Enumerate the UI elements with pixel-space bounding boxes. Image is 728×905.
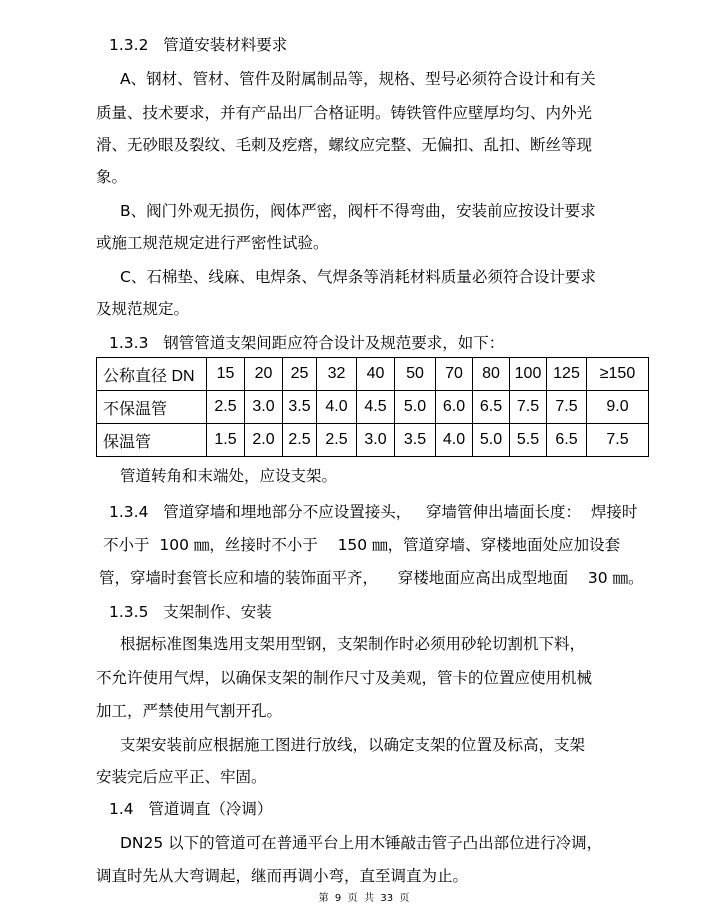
table-column-header: 50 [395,358,436,391]
section-heading-1-3-2: 1.3.2 管道安装材料要求 [109,36,288,54]
table-cell: 4.0 [436,424,473,457]
para-b-line-2: 或施工规范规定进行严密性试验。 [96,234,329,252]
table-cell: 2.5 [283,424,317,457]
para-14-line-2: 调直时先从大弯调起，继而再调小弯，直至调直为止。 [96,867,469,885]
table-column-header: 25 [283,358,317,391]
table-cell: 3.0 [357,424,395,457]
table-column-header: 70 [436,358,473,391]
table-cell: 6.0 [436,391,473,424]
para-14-line-1: DN25 以下的管道可在普通平台上用木锤敲击管子凸出部位进行冷调， [120,834,603,852]
para-c-line-1: C、石棉垫、线麻、电焊条、气焊条等消耗材料质量必须符合设计要求 [120,268,596,286]
table-column-header: 100 [510,358,547,391]
table-cell: 6.5 [547,424,587,457]
table-cell: 7.5 [547,391,587,424]
para-a-line-1: A、钢材、管材、管件及附属制品等，规格、型号必须符合设计和有关 [120,70,596,88]
table-cell: 9.0 [587,391,649,424]
para-a-line-3: 滑、无砂眼及裂纹、毛刺及疙瘩，螺纹应完整、无偏扣、乱扣、断丝等现 [96,136,593,154]
table-row-insulated [97,424,649,457]
table-cell: 3.0 [245,391,283,424]
section-heading-1-3-3: 1.3.3 钢管管道支架间距应符合设计及规范要求，如下： [109,334,505,352]
table-cell: 7.5 [510,391,547,424]
table-cell: 6.5 [473,391,510,424]
table-cell: 7.5 [587,424,649,457]
table-row-label: 不保温管 [97,391,207,424]
para-135-1-line-1: 根据标准图集选用支架用型钢，支架制作时必须用砂轮切割机下料， [120,635,586,653]
table-row-label: 保温管 [97,424,207,457]
table-cell: 2.5 [317,424,357,457]
section-1-3-4-line-3: 管，穿墙时套管长应和墙的装饰面平齐， 穿楼地面应高出成型地面 30 ㎜。 [99,569,644,587]
section-heading-1-4: 1.4 管道调直（冷调） [109,800,273,818]
para-a-line-2: 质量、技术要求，并有产品出厂合格证明。铸铁管件应壁厚均匀、内外光 [96,104,593,122]
section-heading-1-3-5: 1.3.5 支架制作、安装 [109,603,272,621]
table-header-label: 公称直径 DN [97,358,207,391]
table-cell: 1.5 [207,424,245,457]
para-b-line-1: B、阀门外观无损伤，阀体严密，阀杆不得弯曲，安装前应按设计要求 [120,202,596,220]
page-number-footer: 第 9 页 共 33 页 [318,893,410,904]
table-column-header: 15 [207,358,245,391]
table-column-header: 80 [473,358,510,391]
table-cell: 5.0 [395,391,436,424]
table-cell: 4.5 [357,391,395,424]
table-column-header: 20 [245,358,283,391]
table-cell: 5.0 [473,424,510,457]
table-column-header: ≥150 [587,358,649,391]
para-c-line-2: 及规范规定。 [96,300,190,318]
table-cell: 5.5 [510,424,547,457]
para-135-1-line-3: 加工，严禁使用气割开孔。 [96,702,283,720]
section-1-3-4-line-2: 不小于 100 ㎜，丝接时不小于 150 ㎜，管道穿墙、穿楼地面处应加设套 [103,536,621,554]
table-column-header: 32 [317,358,357,391]
para-135-2-line-1: 支架安装前应根据施工图进行放线，以确定支架的位置及标高，支架 [120,736,586,754]
table-cell: 3.5 [283,391,317,424]
support-note: 管道转角和末端处，应设支架。 [120,467,338,485]
table-cell: 3.5 [395,424,436,457]
table-column-header: 40 [357,358,395,391]
para-135-1-line-2: 不允许使用气焊，以确保支架的制作尺寸及美观，管卡的位置应使用机械 [96,669,593,687]
para-135-2-line-2: 安装完后应平正、牢固。 [96,768,267,786]
table-cell: 2.5 [207,391,245,424]
table-column-header: 125 [547,358,587,391]
para-a-line-4: 象。 [96,168,128,186]
table-cell: 2.0 [245,424,283,457]
section-1-3-4-line-1: 1.3.4 管道穿墙和埋地部分不应设置接头， 穿墙管伸出墙面长度： 焊接时 [109,503,638,521]
table-row-header [97,358,649,391]
table-cell: 4.0 [317,391,357,424]
support-spacing-table [96,357,649,457]
table-row-uninsulated [97,391,649,424]
